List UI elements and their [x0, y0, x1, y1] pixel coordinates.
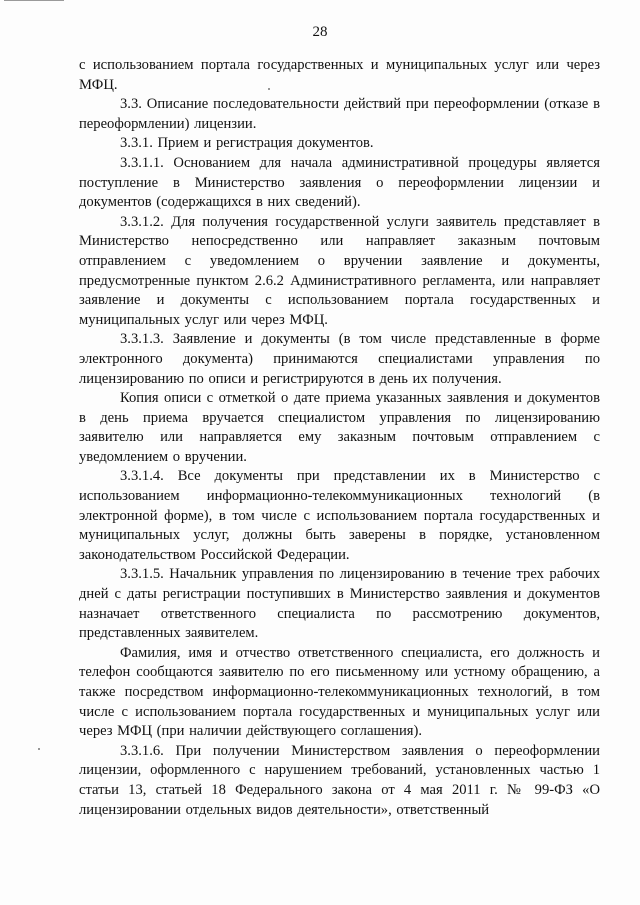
paragraph: Копия описи с отметкой о дате приема указанных заявления и документов в день приема вручается специалистом управления по лицензированию заявителю или направляется ему заказным почтовым отправлением с уведомлением о вручении. — [79, 390, 600, 465]
paragraph: 3.3.1.2. Для получения государственной услуги заявитель представляет в Министерство непосредственно или направляет заказным почтовым отправлением с уведомлением о вручении заявление и документы, предусмотренные пунктом 2.6.2 Административного регламента, или направляет заявление и документы с использованием портала государственных и муниципальных услуг или через МФЦ. — [79, 213, 600, 328]
paragraph: 3.3.1.4. Все документы при представлении их в Министерство с использованием информационно-телекоммуникационных технологий (в электронной форме), в том числе с использованием портала государственных и муниципальных услуг, должны быть заверены в порядке, установленном законодательством Российской Федерации. — [79, 468, 600, 563]
page-number: 28 — [312, 24, 328, 40]
paragraph: 3.3.1.3. Заявление и документы (в том числе представленные в форме электронного документа) принимаются специалистами управления по лицензированию по описи и регистрируются в день их получения. — [79, 331, 600, 387]
paragraph: 3.3.1.5. Начальник управления по лицензированию в течение трех рабочих дней с даты регистрации поступивших в Министерство заявления и документов назначает ответственного специалиста по рассмотрению документов, представленных заявителем. — [79, 566, 600, 642]
scan-speck — [268, 88, 270, 90]
document-body — [79, 56, 600, 820]
scan-speck — [38, 748, 40, 750]
scan-edge-mark — [4, 0, 64, 5]
paragraph: 3.3.1.1. Основанием для начала административной процедуры является поступление в Министерство заявления о переоформлении лицензии и документов (содержащихся в них сведений). — [79, 154, 600, 211]
paragraph: 3.3.1. Прием и регистрация документов. — [120, 135, 374, 152]
paragraph: 3.3.1.6. При получении Министерством заявления о переоформлении лицензии, оформленного с нарушением требований, установленных частью 1 статьи 13, статьей 18 Федерального закона от 4 мая 2011 г. № 99-ФЗ «О лицензировании отдельных видов деятельности», ответственный — [79, 742, 600, 818]
paragraph: с использованием портала государственных и муниципальных услуг или через МФЦ. — [79, 57, 600, 93]
paragraph: 3.3. Описание последовательности действий при переоформлении (отказе в переоформлении) лицензии. — [79, 96, 600, 132]
paragraph: Фамилия, имя и отчество ответственного специалиста, его должность и телефон сообщаются заявителю по его письменному или устному обращению, а также посредством информационно-телекоммуникационных технологий, в том числе с использованием портала государственных и муниципальных услуг или через МФЦ (при наличии действующего соглашения). — [79, 644, 600, 740]
